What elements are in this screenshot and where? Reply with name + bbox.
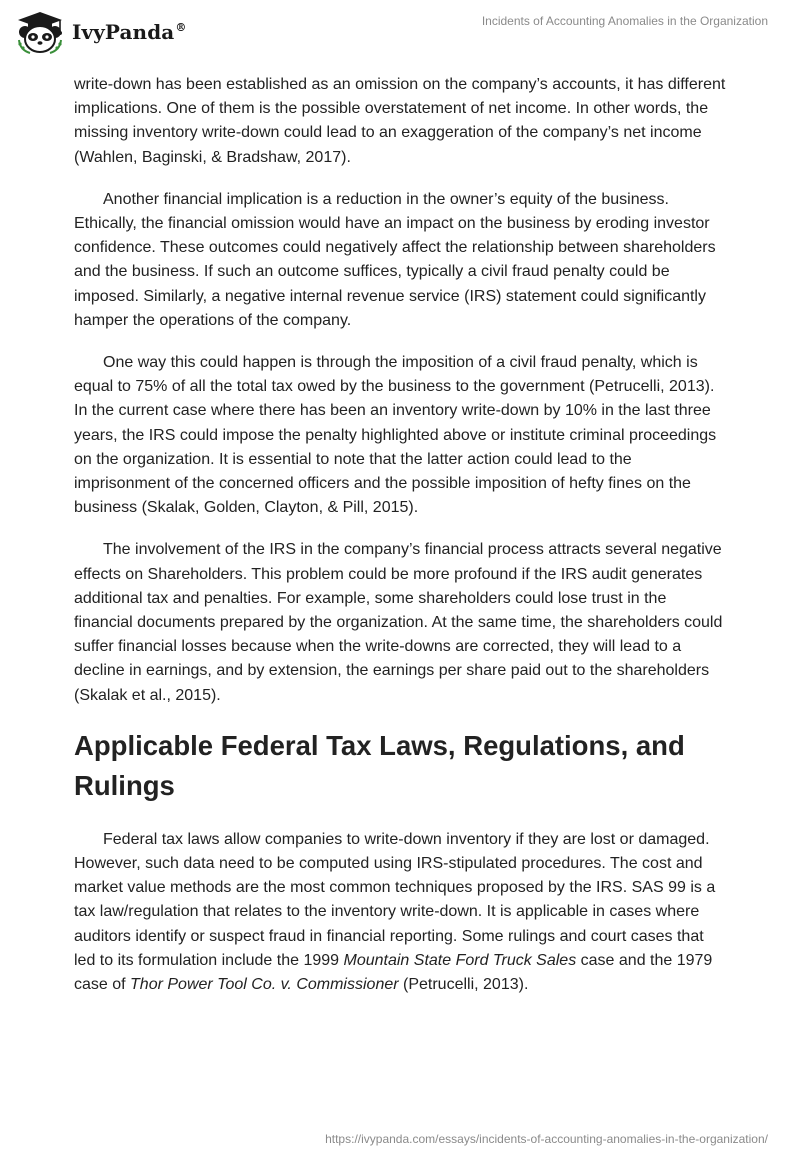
paragraph-5-text-c: (Petrucelli, 2013). bbox=[398, 976, 529, 994]
paragraph-4: The involvement of the IRS in the company’s financial process attracts several negative effects on Shareholders. This problem could be more profound if the IRS audit generates additional tax and penalties. For example, some shareholders could lose trust in the financial documents prepared by the organization. At the same time, the shareholders could suffer financial losses because when the write-downs are corrected, they will lead to a decline in earnings, and by extension, the earnings per share paid out to the shareholders (Skalak et al., 2015). bbox=[74, 541, 723, 704]
source-url[interactable]: https://ivypanda.com/essays/incidents-of-accounting-anomalies-in-the-organization/ bbox=[325, 1132, 768, 1146]
ivypanda-logo[interactable] bbox=[14, 8, 186, 56]
paragraph-1: write-down has been established as an omission on the company’s accounts, it has different implications. One of them is the possible overstatement of net income. In other words, the missing inventory write-down could lead to an exaggeration of the company’s net income (Wahlen, Baginski, & Bradshaw, 2017). bbox=[74, 76, 726, 166]
brand-name bbox=[72, 20, 186, 44]
section-heading: Applicable Federal Tax Laws, Regulations, and Rulings bbox=[74, 729, 685, 801]
brand-text: IvyPanda bbox=[72, 20, 175, 44]
case-title-mountain-state: Mountain State Ford Truck Sales bbox=[343, 951, 577, 969]
page-header bbox=[0, 0, 800, 64]
registered-mark: ® bbox=[175, 21, 187, 35]
document-title: Incidents of Accounting Anomalies in the Organization bbox=[481, 14, 768, 28]
paragraph-5-text-a: Federal tax laws allow companies to write-down inventory if they are lost or damaged. However, such data need to be computed using IRS-stipulated procedures. The cost and market value methods are the most common techniques proposed by the IRS. SAS 99 is a tax law/regulation that relates to the inventory write-down. It is applicable in cases where auditors identify or suspect fraud in financial reporting. Some rulings and court cases that led to its formulation include the 1999 bbox=[74, 830, 716, 969]
paragraph-5 bbox=[74, 828, 729, 997]
paragraph-5-text-b: case and the 1979 case of bbox=[74, 951, 713, 994]
panda-graduate-icon bbox=[14, 10, 66, 54]
essay-content bbox=[74, 73, 729, 1015]
paragraph-2: Another financial implication is a reduction in the owner’s equity of the business. Ethically, the financial omission would have an impact on the business by eroding investor confidence. These outcomes could negatively affect the relationship between shareholders and the business. If such an outcome suffices, typically a civil fraud penalty could be imposed. Similarly, a negative internal revenue service (IRS) statement could significantly hamper the operations of the company. bbox=[74, 190, 716, 329]
case-title-thor-power: Thor Power Tool Co. v. Commissioner bbox=[130, 976, 399, 994]
paragraph-3: One way this could happen is through the imposition of a civil fraud penalty, which is equal to 75% of all the total tax owed by the business to the government (Petrucelli, 2013). In the current case where there has been an inventory write-down by 10% in the last three years, the IRS could impose the penalty highlighted above or institute criminal proceedings on the organization. It is essential to note that the latter action could lead to the imprisonment of the concerned officers and the possible imposition of hefty fines on the business (Skalak, Golden, Clayton, & Pill, 2015). bbox=[74, 354, 717, 517]
